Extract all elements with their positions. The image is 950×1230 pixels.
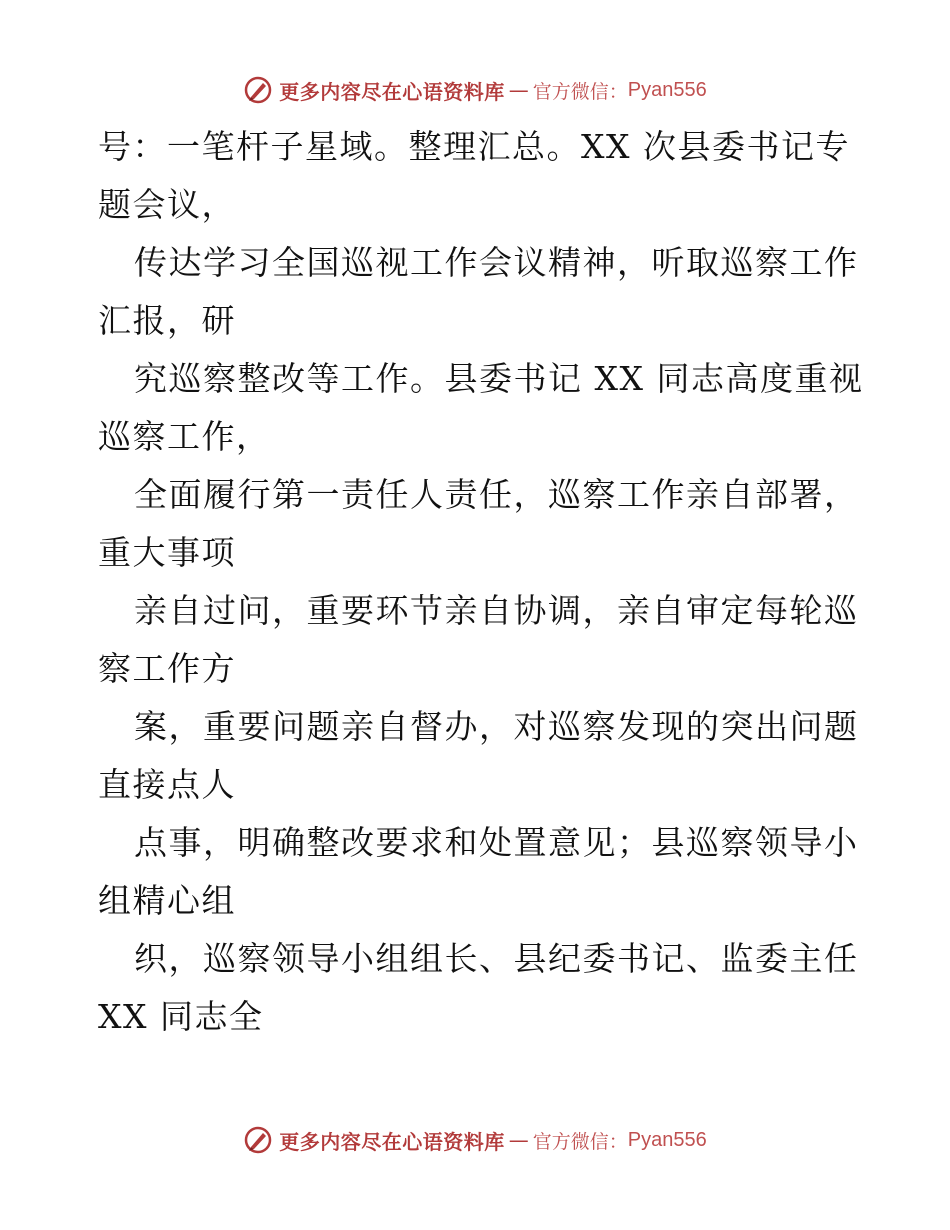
pen-logo-icon	[243, 75, 273, 105]
body-line-8: 重大事项	[98, 533, 236, 572]
body-line-7: 全面履行第一责任人责任，巡察工作亲自部署，	[134, 475, 859, 514]
body-line-14: 组精心组	[98, 881, 236, 920]
footer-separator: —	[508, 1128, 529, 1152]
document-body	[98, 118, 864, 1046]
header-separator: —	[508, 78, 529, 102]
body-line-13: 点事，明确整改要求和处置意见；县巡察领导小	[134, 823, 859, 862]
body-line-6: 巡察工作，	[98, 417, 271, 456]
footer-wechat-id: Pyan556	[627, 1128, 707, 1151]
footer-sub-text: 官方微信：	[532, 1130, 628, 1153]
body-line-5: 究巡察整改等工作。县委书记 XX 同志高度重视	[134, 359, 864, 398]
header-sub-text: 官方微信：	[532, 80, 628, 103]
body-line-11: 案，重要问题亲自督办，对巡察发现的突出问题	[134, 707, 859, 746]
body-line-1: 号：一笔杆子星域。整理汇总。XX 次县委书记专	[98, 127, 850, 166]
header-banner	[0, 70, 950, 110]
body-line-4: 汇报，研	[98, 301, 236, 340]
body-line-2: 题会议，	[98, 185, 236, 224]
header-brand-text: 更多内容尽在心语资料库	[279, 79, 505, 104]
body-line-12: 直接点人	[98, 765, 236, 804]
pen-logo-icon	[243, 1125, 273, 1155]
footer-banner	[0, 1120, 950, 1160]
header-wechat-id: Pyan556	[627, 78, 707, 101]
body-line-3: 传达学习全国巡视工作会议精神，听取巡察工作	[134, 243, 859, 282]
body-line-9: 亲自过问，重要环节亲自协调，亲自审定每轮巡	[134, 591, 859, 630]
footer-brand-text: 更多内容尽在心语资料库	[279, 1129, 505, 1154]
body-line-10: 察工作方	[98, 649, 236, 688]
body-line-16: XX 同志全	[98, 997, 264, 1036]
body-line-15: 织，巡察领导小组组长、县纪委书记、监委主任	[134, 939, 859, 978]
